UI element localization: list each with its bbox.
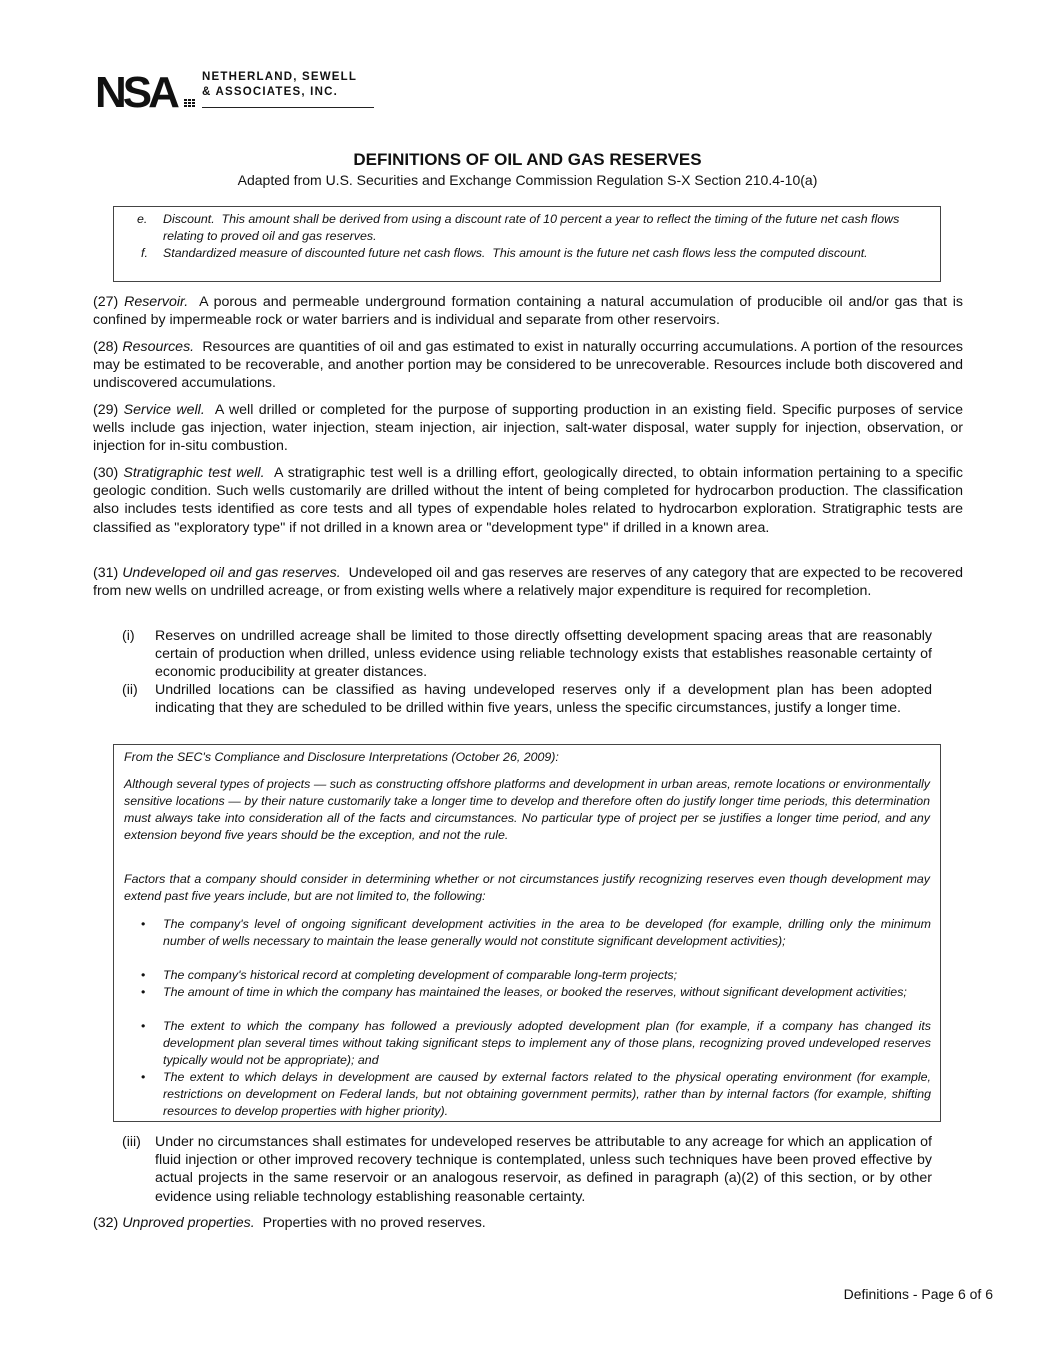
bullet-text: The company's level of ongoing significant development activities in the area to be developed (for example, drilling only the minimum number of wells necessary to maintain the lease generally would not constitute significant development activities); xyxy=(163,917,931,948)
definition-30 xyxy=(93,464,963,537)
definition-term: Resources. xyxy=(122,339,195,355)
definition-text: Properties with no proved reserves. xyxy=(262,1215,486,1231)
box2-paragraph-2: Factors that a company should consider in determining whether or not circumstances justify recognizing reserves even though development may extend past five years include, but are not limited to, the following: xyxy=(124,872,930,903)
sub-item-text: Undrilled locations can be classified as having undeveloped reserves only if a development plan has been adopted indicating that they are scheduled to be drilled within five years, unless the specific circumstances, justify a longer time. xyxy=(155,682,932,717)
logo-grid-icon xyxy=(183,98,197,110)
definition-number: (28) xyxy=(93,339,119,355)
sub-item-label: (iii) xyxy=(122,1134,141,1150)
bullet-icon: • xyxy=(141,985,146,999)
bullet-text: The company's historical record at completing development of comparable long-term projects; xyxy=(163,968,678,982)
sub-item-label: (i) xyxy=(122,628,135,644)
logo-mark-text: NSA xyxy=(95,72,176,110)
bullet-icon: • xyxy=(141,917,146,931)
item-label: e. xyxy=(137,212,148,226)
company-rule xyxy=(202,107,374,108)
sub-item-text: Under no circumstances shall estimates for undeveloped reserves be attributable to any acreage for which an application of fluid injection or other improved recovery technique is contemplated, unless such techniques have been proved effective by actual projects in the same reservoir or an analogous reservoir, as defined in paragraph (a)(2) of this section, or by other evidence using reliable technology establishing reasonable certainty. xyxy=(155,1134,932,1205)
box2-paragraph-1: Although several types of projects — such as constructing offshore platforms and development in urban areas, remote locations or environmentally sensitive locations — by their nature customarily take a longer time to develop and therefore often do justify longer time periods, this determination must always take into consideration all of the facts and circumstances. No particular type of project per se justifies a longer time period, and any extension beyond five years should be the exception, and not the rule. xyxy=(124,777,930,842)
item-text: This amount shall be derived from using a discount rate of 10 percent a year to reflect the timing of the future net cash flows relating to proved oil and gas reserves. xyxy=(163,212,900,243)
definition-text: A stratigraphic test well is a drilling effort, geologically directed, to obtain information pertaining to a specific geologic condition. Such wells customarily are drilled without the intent of being completed for hydrocarbon production. The classification also includes tests identified as core tests and all types of expendable holes related to hydrocarbon exploration. Stratigraphic tests are classified as "exploratory type" if not drilled in a known area or "development type" if drilled in a known area. xyxy=(93,465,963,536)
nsa-logo-mark xyxy=(95,72,199,110)
page-title: DEFINITIONS OF OIL AND GAS RESERVES xyxy=(353,150,702,169)
company-name xyxy=(202,70,374,100)
bullet-text: The amount of time in which the company has maintained the leases, or booked the reserves, without significant development activities; xyxy=(163,985,907,999)
definition-term: Undeveloped oil and gas reserves. xyxy=(122,565,341,581)
sub-item-label: (ii) xyxy=(122,682,138,698)
definition-number: (30) xyxy=(93,465,119,481)
company-name-line1: NETHERLAND, SEWELL xyxy=(202,71,358,83)
bullet-icon: • xyxy=(141,1019,146,1033)
company-logo xyxy=(95,70,377,112)
item-term: Standardized measure of discounted future net cash flows. xyxy=(163,246,486,260)
definition-term: Stratigraphic test well. xyxy=(123,465,265,481)
bullet-text: The extent to which the company has followed a previously adopted development plan (for example, if a company has changed its development plan several times without taking significant steps to implement any of those plans, recognizing proved undeveloped reserves typically would not be appropriate); and xyxy=(163,1019,931,1067)
definition-term: Unproved properties. xyxy=(122,1215,255,1231)
definition-number: (31) xyxy=(93,565,119,581)
definition-number: (27) xyxy=(93,294,119,310)
definition-29 xyxy=(93,401,963,456)
definition-27 xyxy=(93,293,963,329)
box2-heading: From the SEC's Compliance and Disclosure Interpretations (October 26, 2009): xyxy=(124,750,559,764)
item-label: f. xyxy=(141,246,148,260)
item-term: Discount. xyxy=(163,212,215,226)
definition-text: A well drilled or completed for the purpose of supporting production in an existing field. Specific purposes of service wells include gas injection, water injection, steam injection, air injection, salt-water disposal, water supply for injection, observation, or injection for in-situ combustion. xyxy=(93,402,963,455)
definition-31 xyxy=(93,564,963,600)
definition-text: Resources are quantities of oil and gas estimated to exist in naturally occurring accumulations. A portion of the resources may be estimated to be recoverable, and another portion may be considered to be unrecoverable. Resources include both discovered and undiscovered accumulations. xyxy=(93,339,963,392)
bullet-icon: • xyxy=(141,968,146,982)
definition-term: Reservoir. xyxy=(124,294,189,310)
item-body xyxy=(163,245,931,262)
page-subtitle: Adapted from U.S. Securities and Exchange Commission Regulation S-X Section 210.4-10(a) xyxy=(237,172,818,188)
page-footer: Definitions - Page 6 of 6 xyxy=(843,1286,993,1302)
sub-item-text: Reserves on undrilled acreage shall be limited to those directly offsetting development spacing areas that are reasonably certain of production when drilled, unless evidence using reliable technology exists that establishes reasonable certainty of economic producibility at greater distances. xyxy=(155,628,932,681)
bullet-text: The extent to which delays in development are caused by external factors related to the physical operating environment (for example, restrictions on development on Federal lands, but not obtaining government permits), rather than by internal factors (for example, shifting resources to develop properties with higher priority). xyxy=(163,1070,931,1118)
definition-28 xyxy=(93,338,963,393)
item-body xyxy=(163,211,931,245)
item-text: This amount is the future net cash flows less the computed discount. xyxy=(492,246,868,260)
definition-number: (32) xyxy=(93,1215,119,1231)
definition-text: Undeveloped oil and gas reserves are reserves of any category that are expected to be recovered from new wells on undrilled acreage, or from existing wells where a relatively major expenditure is required for recompletion. xyxy=(93,565,963,600)
company-name-line2: & ASSOCIATES, INC. xyxy=(202,86,338,98)
bullet-icon: • xyxy=(141,1070,146,1084)
definition-32 xyxy=(93,1214,963,1232)
definition-term: Service well. xyxy=(123,402,205,418)
definition-number: (29) xyxy=(93,402,119,418)
definition-text: A porous and permeable underground formation containing a natural accumulation of producible oil and/or gas that is confined by impermeable rock or water barriers and is individual and separate from other reservoirs. xyxy=(93,294,963,329)
